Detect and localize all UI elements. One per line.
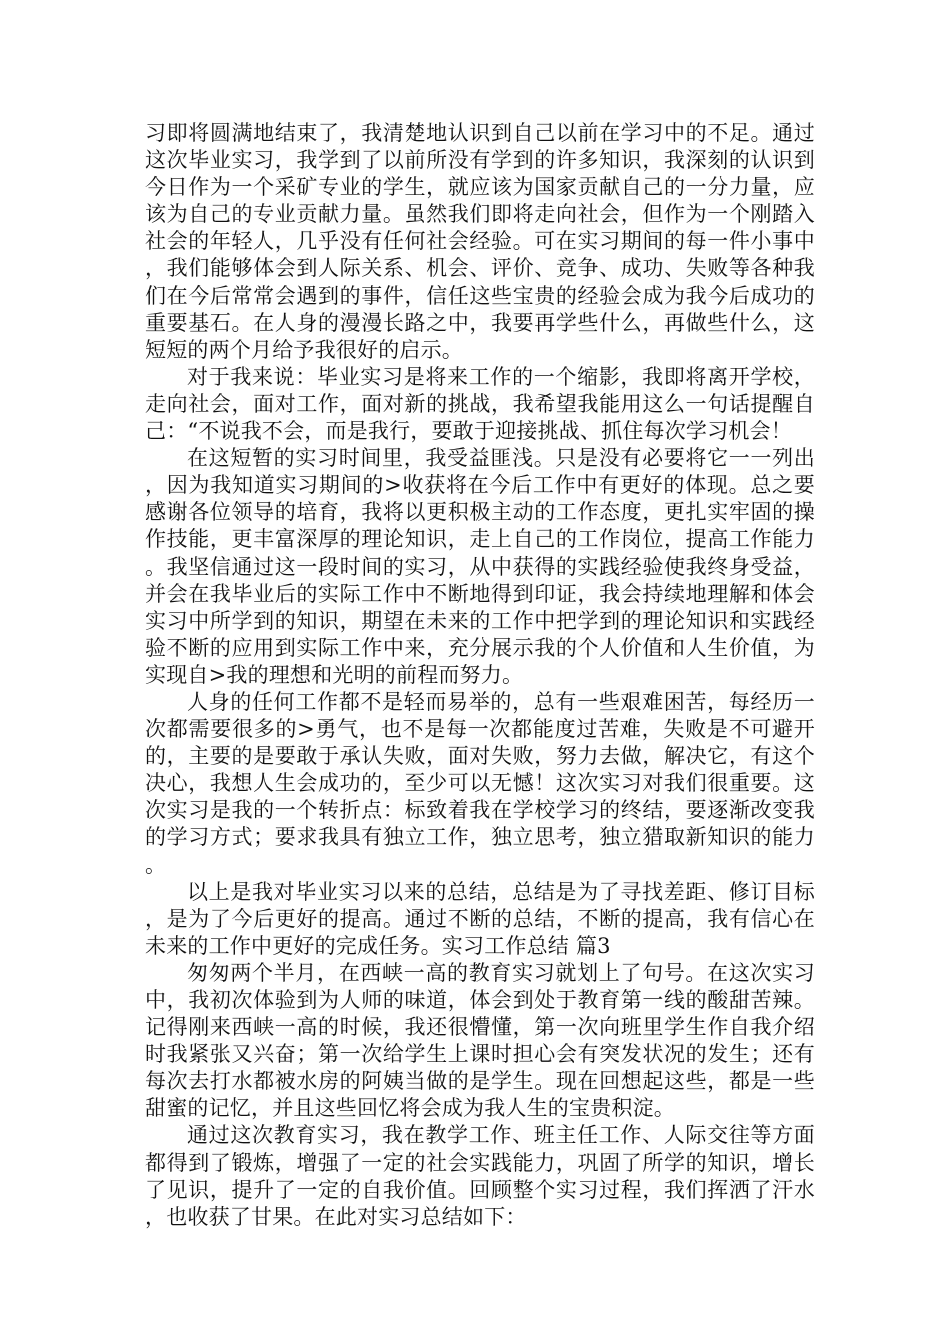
paragraph-summary-section-3: 以上是我对毕业实习以来的总结，总结是为了寻找差距、修订目标，是为了今后更好的提高。通过不断的总结，不断的提高，我有信心在未来的工作中更好的完成任务。实习工作总结 篇3 [145,879,815,958]
paragraph-facing-failure: 人身的任何工作都不是轻而易举的，总有一些艰难困苦，每经历一次都需要很多的>勇气，也不是每一次都能度过苦难，失败是不可避开的，主要的是要敢于承认失败，面对失败，努力去做，解决它，有这个决心，我想人生会成功的，至少可以无憾！这次实习对我们很重要。这次实习是我的一个转折点：标致着我在学校学习的终结，要逐渐改变我的学习方式；要求我具有独立工作，独立思考，独立猎取新知识的能力。 [145,689,815,877]
paragraph-continuation: 习即将圆满地结束了，我清楚地认识到自己以前在学习中的不足。通过这次毕业实习，我学到了以前所没有学到的许多知识，我深刻的认识到今日作为一个采矿专业的学生，就应该为国家贡献自己的一分力量，应该为自己的专业贡献力量。虽然我们即将走向社会，但作为一个刚踏入社会的年轻人，几乎没有任何社会经验。可在实习期间的每一件小事中，我们能够体会到人际关系、机会、评价、竞争、成功、失败等各种我们在今后常常会遇到的事件，信任这些宝贵的经验会成为我今后成功的重要基石。在人身的漫漫长路之中，我要再学些什么，再做些什么，这短短的两个月给予我很好的启示。 [145,121,815,362]
paragraph-internship-gains: 在这短暂的实习时间里，我受益匪浅。只是没有必要将它一一列出，因为我知道实习期间的>收获将在今后工作中有更好的体现。总之要感谢各位领导的培育，我将以更积极主动的工作态度，更扎实牢固的操作技能，更丰富深厚的理论知识，走上自己的工作岗位，提高工作能力。我坚信通过这一段时间的实习，从中获得的实践经验使我终身受益，并会在我毕业后的实际工作中不断地得到印证，我会持续地理解和体会实习中所学到的知识，期望在未来的工作中把学到的理论知识和实践经验不断的应用到实际工作中来，充分展示我的个人价值和人生价值，为实现自>我的理想和光明的前程而努力。 [145,446,815,687]
paragraph-teaching-internship: 匆匆两个半月，在西峡一高的教育实习就划上了句号。在这次实习中，我初次体验到为人师的味道，体会到处于教育第一线的酸甜苦辣。记得刚来西峡一高的时候，我还很懵懂，第一次向班里学生作自我介绍时我紧张又兴奋；第一次给学生上课时担心会有突发状况的发生；还有每次去打水都被水房的阿姨当做的是学生。现在回想起这些，都是一些甜蜜的记忆，并且这些回忆将会成为我人生的宝贵积淀。 [145,960,815,1121]
paragraph-internship-conclusion: 通过这次教育实习，我在教学工作、班主任工作、人际交往等方面都得到了锻炼，增强了一定的社会实践能力，巩固了所学的知识，增长了见识，提升了一定的自我价值。回顾整个实习过程，我们挥洒了汗水，也收获了甘果。在此对实习总结如下： [145,1123,815,1229]
paragraph-self-reminder: 对于我来说：毕业实习是将来工作的一个缩影，我即将离开学校，走向社会，面对工作，面对新的挑战，我希望我能用这么一句话提醒自己：“不说我不会，而是我行，要敢于迎接挑战、抓住每次学习机会！ [145,364,815,444]
document-body [145,120,815,1231]
